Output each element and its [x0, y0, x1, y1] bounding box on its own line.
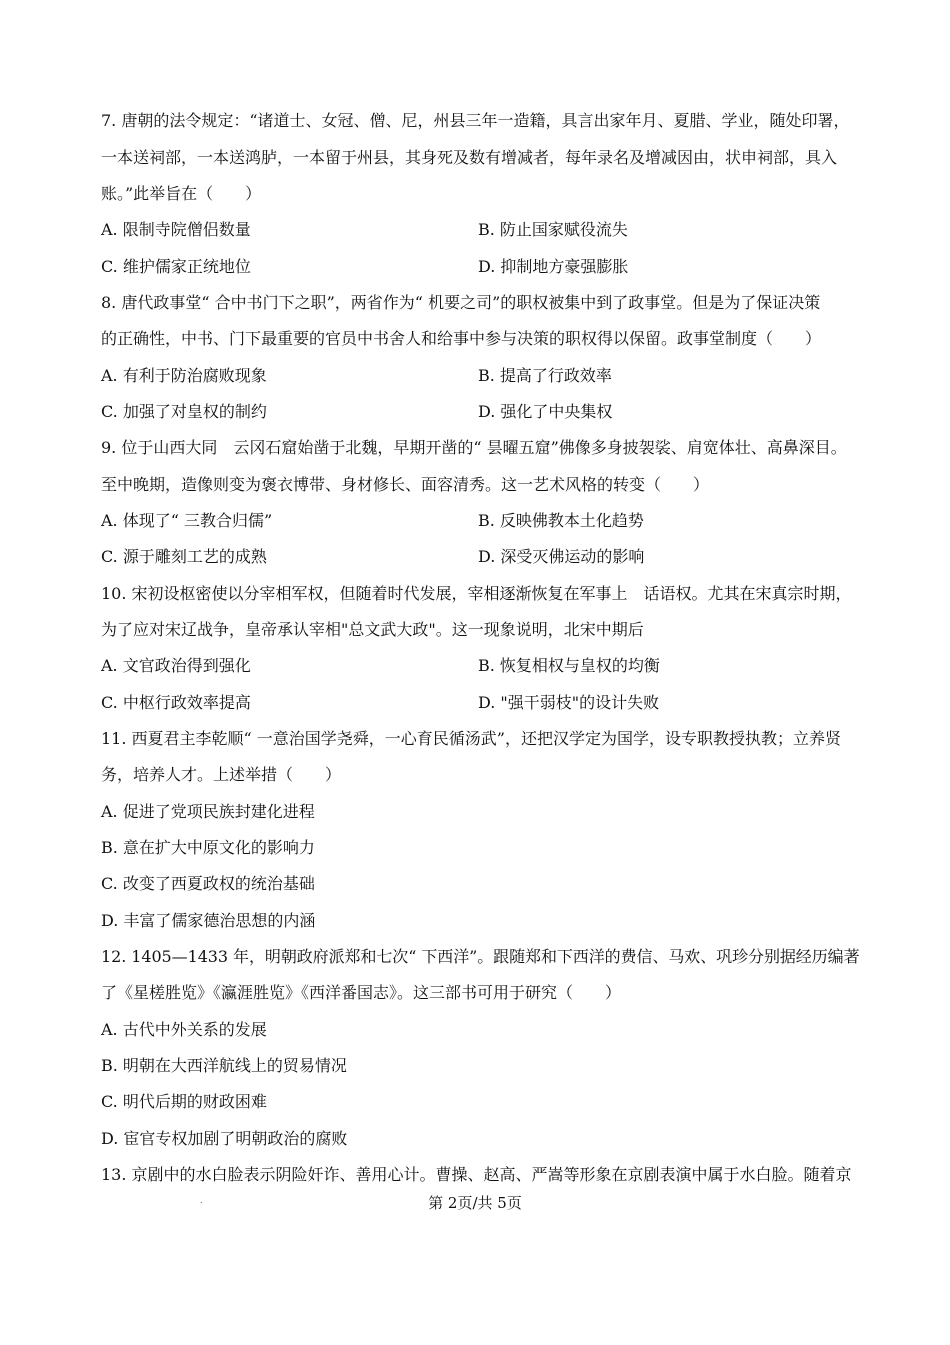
page-number-footer: 第 2页/共 5页	[428, 1194, 522, 1212]
q11-stem-line-1: 11. 西夏君主李乾顺“ 一意治国学尧舜，一心育民循汤武”，还把汉学定为国学，设专职教授执教；立养贤	[101, 729, 841, 748]
q8-stem-line-1: 8. 唐代政事堂“ 合中书门下之职”，两省作为“ 机要之司”的职权被集中到了政事堂。但是为了保证决策	[101, 293, 821, 312]
q7-option-d[interactable]: D. 抑制地方豪强膨胀	[478, 257, 629, 276]
q8-option-a[interactable]: A. 有利于防治腐败现象	[101, 366, 267, 385]
q10-option-d[interactable]: D. "强干弱枝"的设计失败	[478, 693, 660, 712]
q12-option-c[interactable]: C. 明代后期的财政困难	[101, 1092, 267, 1111]
q11-option-b[interactable]: B. 意在扩大中原文化的影响力	[101, 838, 315, 857]
q9-option-d[interactable]: D. 深受灭佛运动的影响	[478, 547, 645, 566]
q11-stem-line-2: 务，培养人才。上述举措（ ）	[101, 765, 342, 784]
q12-option-b[interactable]: B. 明朝在大西洋航线上的贸易情况	[101, 1056, 347, 1075]
q11-option-a[interactable]: A. 促进了党项民族封建化进程	[101, 802, 315, 821]
q9-option-b[interactable]: B. 反映佛教本土化趋势	[478, 511, 644, 530]
q9-option-c[interactable]: C. 源于雕刻工艺的成熟	[101, 547, 267, 566]
q10-option-b[interactable]: B. 恢复相权与皇权的均衡	[478, 656, 660, 675]
q8-option-d[interactable]: D. 强化了中央集权	[478, 402, 613, 421]
q8-option-b[interactable]: B. 提高了行政效率	[478, 366, 612, 385]
q7-stem-line-1: 7. 唐朝的法令规定：“诸道士、女冠、僧、尼，州县三年一造籍，具言出家年月、夏腊、学业，随处印署，	[101, 111, 850, 130]
q13-stem-line-1: 13. 京剧中的水白脸表示阴险奸诈、善用心计。曹操、赵高、严嵩等形象在京剧表演中属于水白脸。随着京	[101, 1165, 852, 1184]
q9-option-a[interactable]: A. 体现了“ 三教合归儒”	[101, 511, 273, 530]
q7-option-a[interactable]: A. 限制寺院僧侣数量	[101, 220, 251, 239]
q7-option-c[interactable]: C. 维护儒家正统地位	[101, 257, 251, 276]
q10-stem-line-2: 为了应对宋辽战争，皇帝承认宰相"总文武大政"。这一现象说明，北宋中期后	[101, 620, 644, 639]
q10-option-c[interactable]: C. 中枢行政效率提高	[101, 693, 251, 712]
q8-option-c[interactable]: C. 加强了对皇权的制约	[101, 402, 267, 421]
q12-stem-line-2: 了《星槎胜览》《瀛涯胜览》《西洋番国志》。这三部书可用于研究（ ）	[101, 983, 622, 1002]
q12-stem-line-1: 12. 1405—1433 年，明朝政府派郑和七次“ 下西洋”。跟随郑和下西洋的费信、马欢、巩珍分别据经历编著	[101, 947, 860, 966]
q12-option-a[interactable]: A. 古代中外关系的发展	[101, 1020, 267, 1039]
q7-stem-line-2: 一本送祠部，一本送鸿胪，一本留于州县，其身死及数有增减者，每年录名及增减因由，状申祠部，具入	[101, 148, 838, 167]
q11-option-d[interactable]: D. 丰富了儒家德治思想的内涵	[101, 911, 316, 930]
q10-stem-line-1: 10. 宋初设枢密使以分宰相军权，但随着时代发展，宰相逐渐恢复在军事上 话语权。尤其在宋真宗时期，	[101, 584, 852, 603]
q8-stem-line-2: 的正确性，中书、门下最重要的官员中书舍人和给事中参与决策的职权得以保留。政事堂制度（ ）	[101, 329, 822, 348]
q7-option-b[interactable]: B. 防止国家赋役流失	[478, 220, 628, 239]
q11-option-c[interactable]: C. 改变了西夏政权的统治基础	[101, 874, 315, 893]
footer-dot: .	[200, 1196, 203, 1205]
q12-option-d[interactable]: D. 宦官专权加剧了明朝政治的腐败	[101, 1129, 348, 1148]
q7-stem-line-3: 账。”此举旨在（ ）	[101, 184, 262, 203]
q9-stem-line-2: 至中晚期，造像则变为褒衣博带、身材修长、面容清秀。这一艺术风格的转变（ ）	[101, 475, 710, 494]
q9-stem-line-1: 9. 位于山西大同 云冈石窟始凿于北魏，早期开凿的“ 昙曜五窟”佛像多身披袈裟、肩宽体壮、高鼻深目。	[101, 438, 847, 457]
q10-option-a[interactable]: A. 文官政治得到强化	[101, 656, 251, 675]
